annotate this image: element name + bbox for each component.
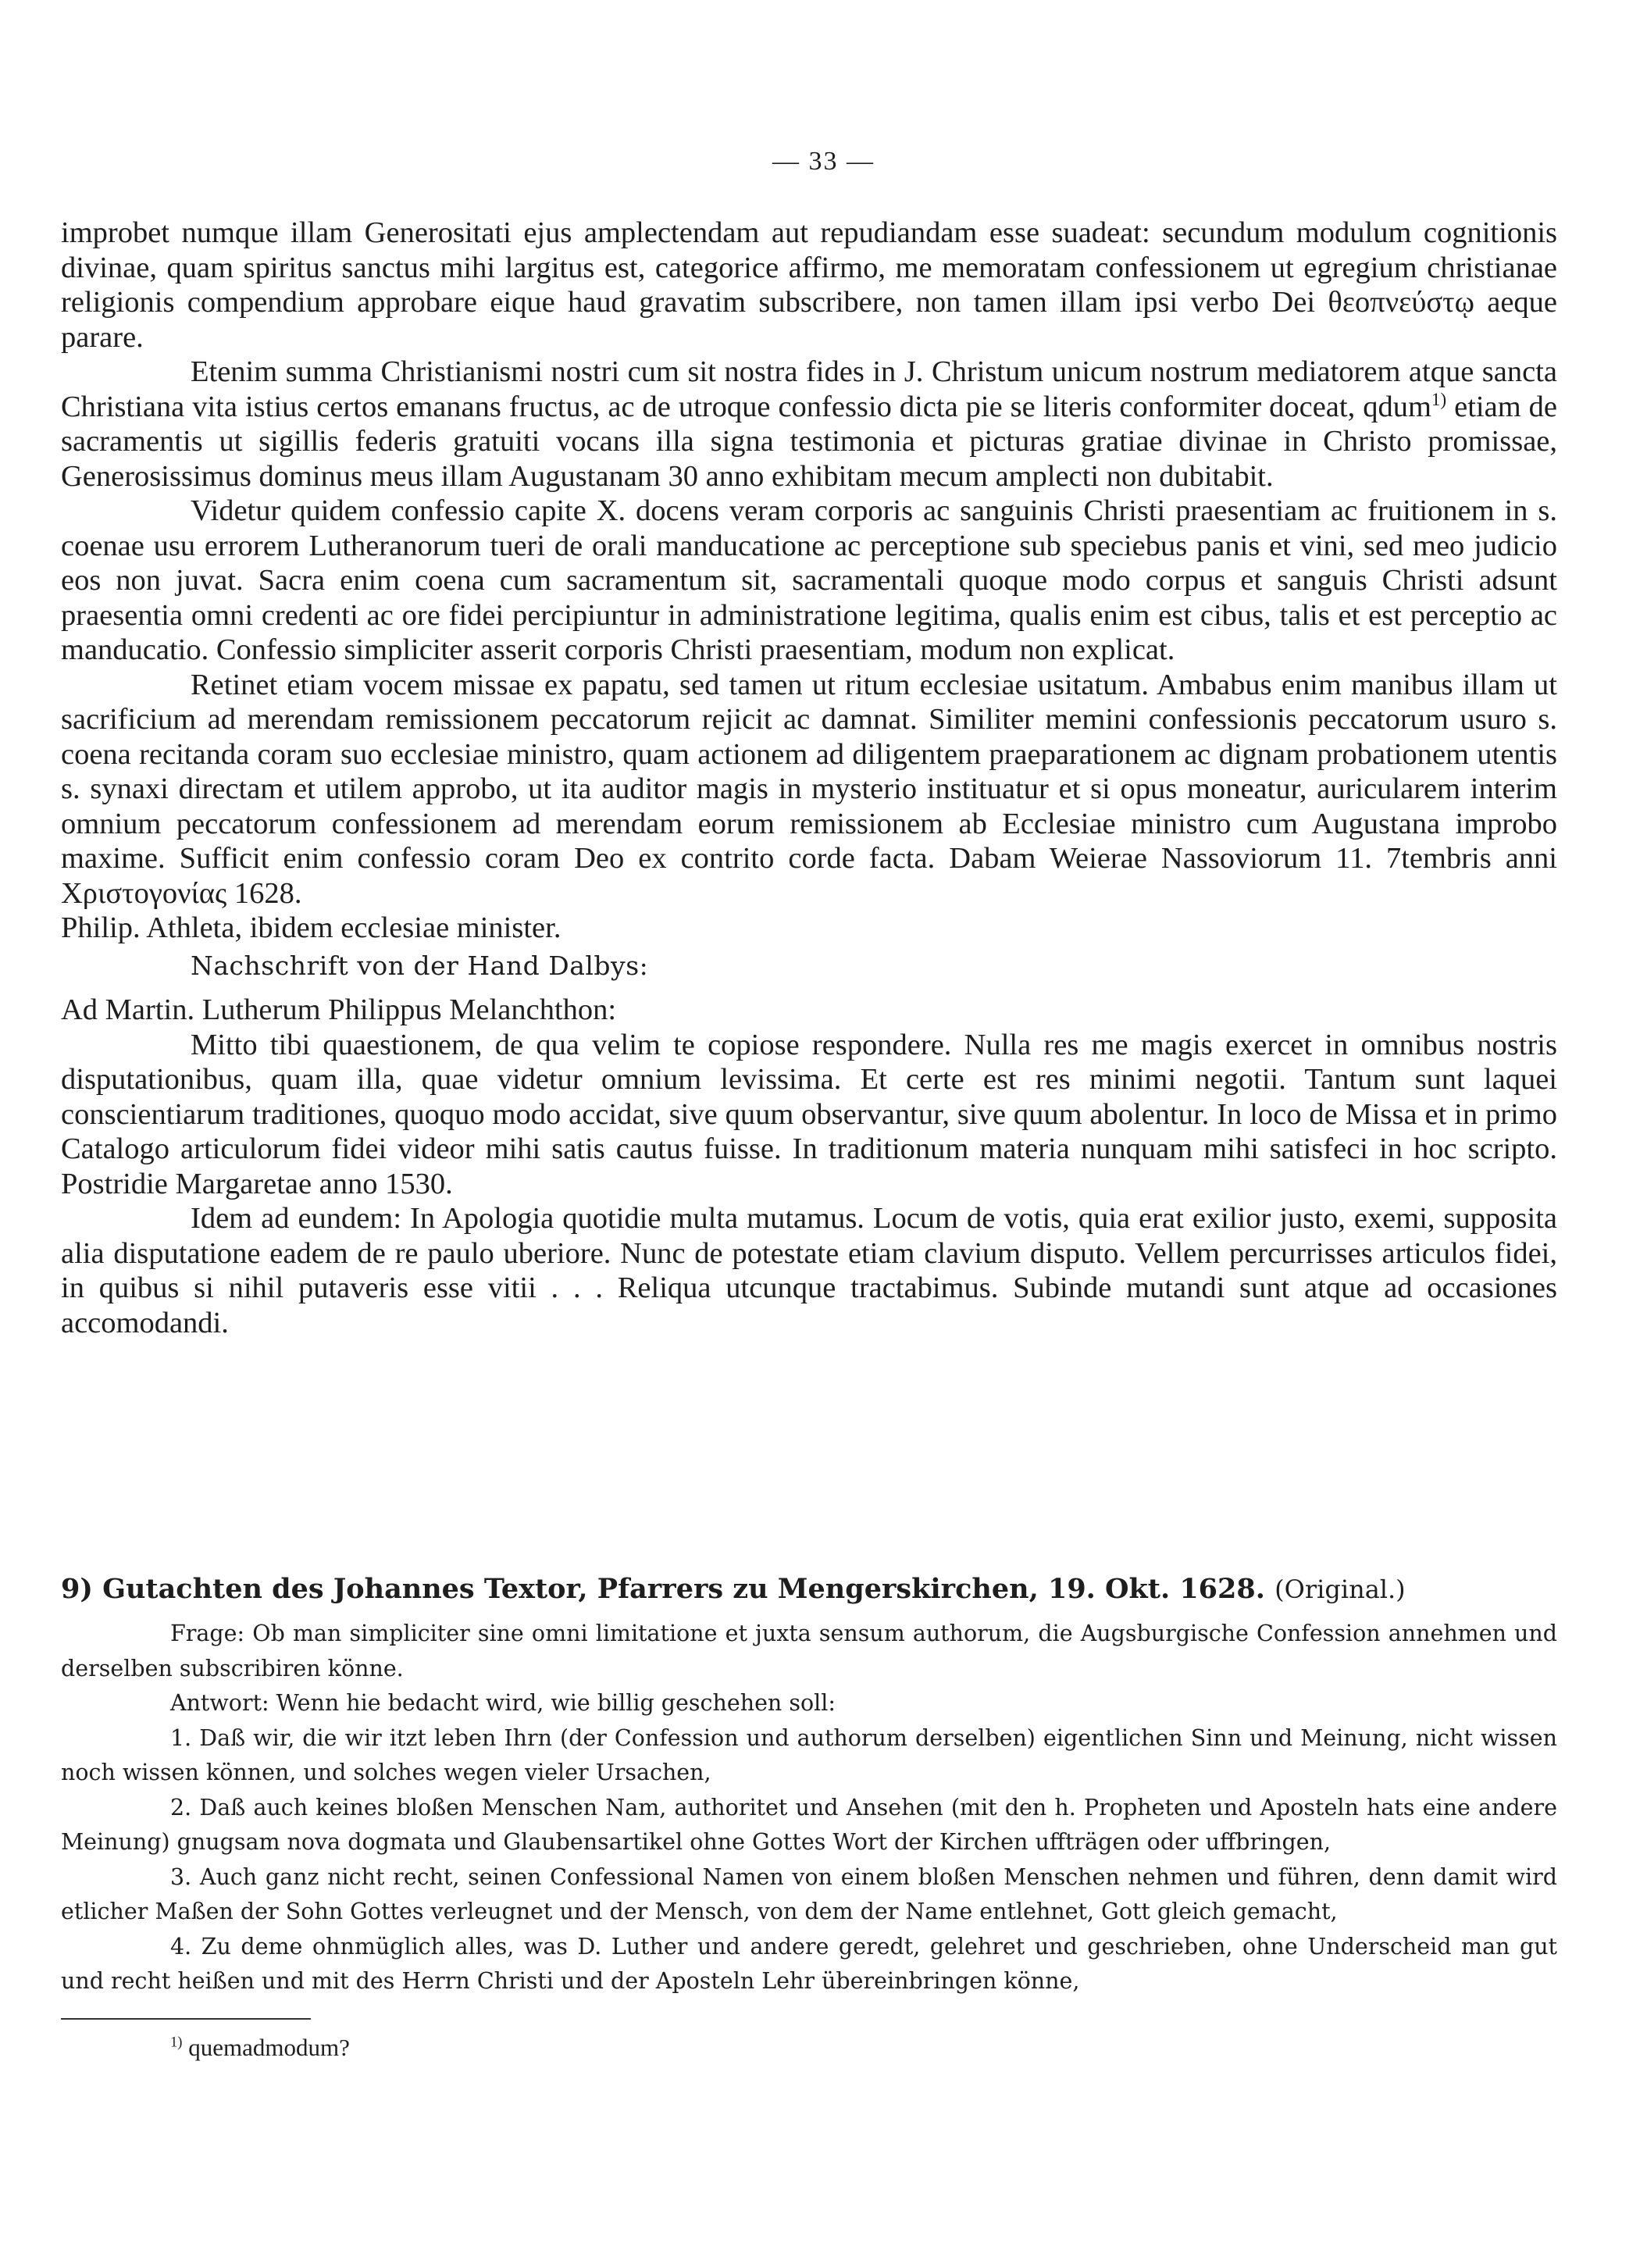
list-item: 3. Auch ganz nicht recht, seinen Confessional Namen von einem bloßen Menschen nehmen und führen, denn damit wird etlicher Maßen der Sohn Gottes verleugnet und der Mensch, von dem der Name entlehnet, Gott gleich gemacht, [61, 1863, 1557, 1924]
section-original-note: (Original.) [1274, 1574, 1406, 1604]
section-title [61, 1572, 1557, 1606]
footnote [170, 2032, 350, 2063]
list-item: 1. Daß wir, die wir itzt leben Ihrn (der Confession und authorum derselben) eigentlichen Sinn und Meinung, nicht wissen noch wissen können, und solches wegen vieler Ursachen, [61, 1724, 1557, 1785]
frage-paragraph: Frage: Ob man simpliciter sine omni limitatione et juxta sensum authorum, die Augsburgische Confession annehmen und derselben subscribiren könne. [61, 1621, 1557, 1681]
main-text [61, 216, 1557, 1340]
list-item: 2. Daß auch keines bloßen Menschen Nam, authoritet und Ansehen (mit den h. Propheten und Aposteln hats eine andere Meinung) gnugsam nova dogmata und Glaubensartikel ohne Gottes Wort der Kirchen uffträgen oder uffbringen, [61, 1794, 1557, 1855]
page-number: — 33 — [772, 147, 875, 176]
section-title-text: 9) Gutachten des Johannes Textor, Pfarrers zu Mengerskirchen, 19. Okt. 1628. [61, 1573, 1265, 1605]
footnote-divider [61, 2018, 311, 2020]
paragraph-3: Videtur quidem confessio capite X. docens veram corporis ac sanguinis Christi praesentiam ac fruitionem in s. coenae usu errorem Lutheranorum tueri de orali manducatione ac perceptione sub speciebus panis et vini, sed meo judicio eos non juvat. Sacra enim coena cum sacramentum sit, sacramentali quoque modo corpus et sanguis Christi adsunt praesentia omni credenti ac ore fidei percipiuntur in administratione legitima, qualis enim est cibus, talis et est perceptio ac manducatio. Confessio simpliciter asserit corporis Christi praesentiam, modum non explicat. [61, 494, 1557, 666]
signature: Philip. Athleta, ibidem ecclesiae minister. [61, 911, 561, 944]
footnote-text: quemadmodum? [188, 2034, 350, 2061]
letter-addressee: Ad Martin. Lutherum Philippus Melanchthon: [61, 993, 617, 1026]
footnote-mark: 1) [170, 2034, 183, 2051]
nachschrift-heading: Nachschrift von der Hand Dalbys: [191, 950, 649, 981]
paragraph-1: improbet numque illam Generositati ejus amplectendam aut repudiandam esse suadeat: secundum modulum cognitionis divinae, quam spiritus sanctus mihi largitus est, categorice affirmo, me memoratam confessionem ut egregium christianae religionis compendium approbare eique haud gravatim subscribere, non tamen illam ipsi verbo Dei θεοπνεύστῳ aeque parare. [61, 216, 1557, 354]
paragraph-2-part-a: Etenim summa Christianismi nostri cum sit nostra fides in J. Christum unicum nostrum mediatorem atque sancta Christiana vita istius certos emanans fructus, ac de utroque confessio dicta pie se literis conformiter doceat, qdum [61, 355, 1557, 423]
paragraph-6: Idem ad eundem: In Apologia quotidie multa mutamus. Locum de votis, quia erat exilior justo, exemi, supposita alia disputatione eadem de re paulo uberiore. Nunc de potestate etiam clavium disputo. Vellem percurrisses articulos fidei, in quibus si nihil putaveris esse vitii . . . Reliqua utcunque tractabimus. Subinde mutandi sunt atque ad occasiones accomodandi. [61, 1202, 1557, 1339]
paragraph-5: Mitto tibi quaestionem, de qua velim te copiose respondere. Nulla res me magis exercet in omnibus nostris disputationibus, quam illa, quae videtur omnium levissima. Et certe est res minimi negotii. Tantum sunt laquei conscientiarum traditiones, quoquo modo accidat, sive quum observantur, sive quum abolentur. In loco de Missa et in primo Catalogo articulorum fidei videor mihi satis cautus fuisse. In traditionum materia nunquam mihi satisfeci in hoc scripto. Postridie Margaretae anno 1530. [61, 1028, 1557, 1200]
list-item: 4. Zu deme ohnmüglich alles, was D. Luther und andere geredt, gelehret und geschrieben, ohne Underscheid man gut und recht heißen und mit des Herrn Christi und der Aposteln Lehr übereinbringen könne, [61, 1933, 1557, 1994]
footnote-ref: 1) [1431, 388, 1447, 409]
paragraph-2-part-b: etiam de sacramentis ut sigillis federis gratuiti vocans illa signa testimonia et picturas gratiae divinae in Christo promissae, Generosissimus dominus meus illam Augustanam 30 anno exhibitam mecum amplecti non dubitabit. [61, 390, 1557, 493]
paragraph-4: Retinet etiam vocem missae ex papatu, sed tamen ut ritum ecclesiae usitatum. Ambabus enim manibus illam ut sacrificium ad merendam remissionem peccatorum rejicit ac damnat. Similiter memini confessionis peccatorum usuro s. coena recitanda coram suo ecclesiae ministro, quam actionem ad diligentem praeparationem ac dignam probationem utentis s. synaxi directam et utilem approbo, ut ita auditor magis in mysterio instituatur et si opus moneatur, auricularem interim omnium peccatorum confessionem ad merendam eorum remissionem ab Ecclesiae ministro cum Augustana improbo maxime. Sufficit enim confessio coram Deo ex contrito corde facta. Dabam Weierae Nassoviorum 11. 7tembris anni Χριστογονίας 1628. [61, 668, 1557, 910]
german-text [61, 1617, 1557, 1999]
antwort-paragraph: Antwort: Wenn hie bedacht wird, wie billig geschehen soll: [170, 1690, 836, 1716]
paragraph-2 [61, 355, 1557, 494]
